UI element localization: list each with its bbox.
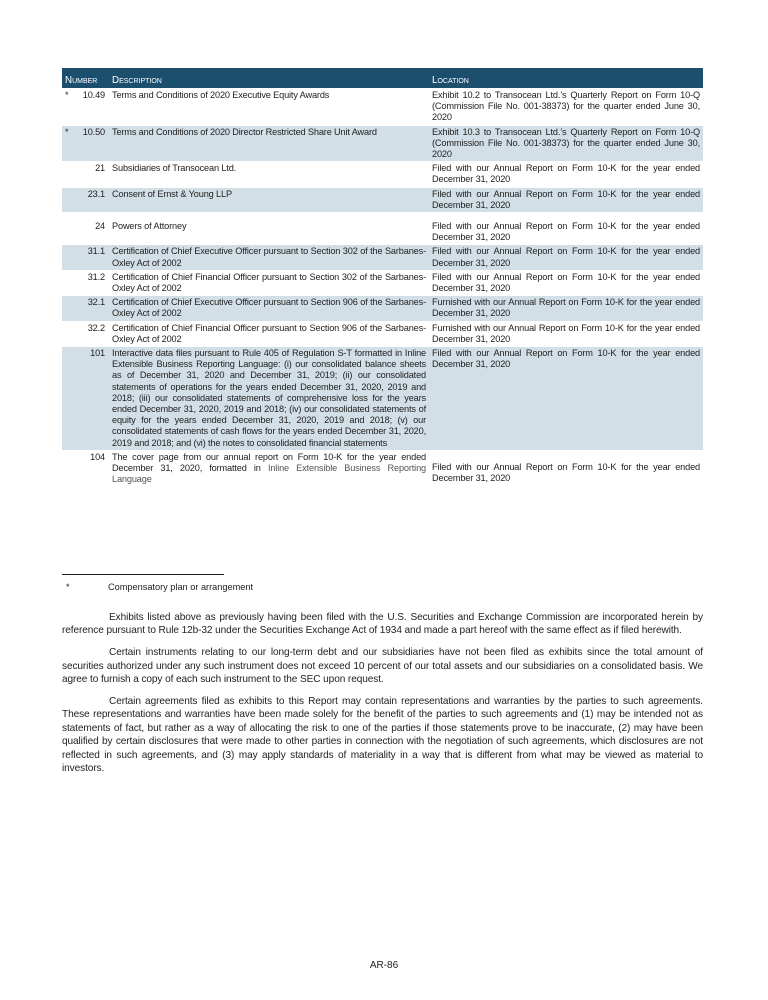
exhibit-location: Filed with our Annual Report on Form 10-K for the year ended December 31, 2020 [429, 187, 703, 212]
exhibit-description: Interactive data files pursuant to Rule 405 of Regulation S-T formatted in Inline Extensible Business Reporting Language: (i) our consolidated balance sheets as of December 31, 2020 and December 31, 2019; (ii) our consolidated statements of operations for the years ended December 31, 2020, 2019 and 2018; (iii) our consolidated statements of comprehensive loss for the years ended December 31, 2020, 2019 and 2018; (iv) our consolidated statements of equity for the years ended December 31, 2020, 2019 and 2018; (v) our consolidated statements of cash flows for the years ended December 31, 2020, 2019 and 2018; and (vi) the notes to consolidated financial statements [109, 347, 429, 451]
footnote-text: Compensatory plan or arrangement [108, 582, 254, 592]
table-row [62, 270, 703, 295]
footnote-marker: * [66, 582, 70, 592]
table-row [62, 125, 703, 162]
exhibit-description: Terms and Conditions of 2020 Director Restricted Share Unit Award [109, 125, 429, 162]
header-description: Description [109, 68, 429, 89]
exhibit-location: Exhibit 10.3 to Transocean Ltd.’s Quarterly Report on Form 10-Q (Commission File No. 001-38373) for the quarter ended June 30, 2020 [429, 125, 703, 162]
exhibit-description: Certification of Chief Executive Officer pursuant to Section 906 of the Sarbanes-Oxley Act of 2002 [109, 296, 429, 321]
exhibit-location: Filed with our Annual Report on Form 10-K for the year ended December 31, 2020 [429, 245, 703, 270]
exhibit-number: 31.1 [62, 245, 109, 270]
footnote-divider [62, 574, 224, 575]
exhibit-number: 32.1 [62, 296, 109, 321]
paragraph-incorporation: Exhibits listed above as previously having been filed with the U.S. Securities and Exchange Commission are incorporated herein by reference pursuant to Rule 12b-32 under the Securities Exchange Act of 1934 and made a part hereof with the same effect as if filed herewith. [62, 612, 703, 637]
table-row [62, 296, 703, 321]
exhibit-description: Powers of Attorney [109, 213, 429, 245]
exhibit-number: 32.2 [62, 321, 109, 346]
exhibit-location: Furnished with our Annual Report on Form 10-K for the year ended December 31, 2020 [429, 296, 703, 321]
exhibit-location: Exhibit 10.2 to Transocean Ltd.’s Quarterly Report on Form 10-Q (Commission File No. 001-38373) for the quarter ended June 30, 2020 [429, 89, 703, 126]
exhibit-number: * 10.50 [62, 125, 109, 162]
table-row [62, 245, 703, 270]
exhibit-description: Terms and Conditions of 2020 Executive Equity Awards [109, 89, 429, 126]
paragraph-agreements: Certain agreements filed as exhibits to this Report may contain representations and warranties by the parties to such agreements. These representations and warranties have been made solely for the benefit of the parties to such agreements and (1) may be intended not as statements of fact, but rather as a way of allocating the risk to one of the parties if those statements prove to be inaccurate, (2) may have been qualified by certain disclosures that were made to other parties in connection with the negotiation of such agreements, which disclosures are not reflected in such agreements, and (3) may apply standards of materiality in a way that is different from what may be viewed as material to investors. [62, 696, 703, 775]
header-location: Location [429, 68, 703, 89]
table-row [62, 347, 703, 451]
exhibit-description: The cover page from our annual report on Form 10-K for the year ended December 31, 2020, formatted in Inline Extensible Business Reporting Language [109, 450, 429, 486]
exhibit-location: Filed with our Annual Report on Form 10-K for the year ended December 31, 2020 [429, 450, 703, 486]
exhibit-number: * 10.49 [62, 89, 109, 126]
exhibit-location: Filed with our Annual Report on Form 10-K for the year ended December 31, 2020 [429, 213, 703, 245]
table-row [62, 162, 703, 187]
table-row [62, 89, 703, 126]
exhibit-description: Subsidiaries of Transocean Ltd. [109, 162, 429, 187]
table-row [62, 213, 703, 245]
exhibit-description: Certification of Chief Executive Officer pursuant to Section 302 of the Sarbanes-Oxley Act of 2002 [109, 245, 429, 270]
exhibit-description: Certification of Chief Financial Officer pursuant to Section 302 of the Sarbanes-Oxley Act of 2002 [109, 270, 429, 295]
ixbrl-link[interactable]: Inline Extensible Business Reporting Language [112, 463, 426, 485]
exhibit-location: Furnished with our Annual Report on Form 10-K for the year ended December 31, 2020 [429, 321, 703, 346]
exhibit-number: 23.1 [62, 187, 109, 212]
exhibit-number: 104 [62, 450, 109, 486]
body-text [62, 611, 703, 784]
exhibit-table [62, 68, 703, 487]
compensatory-marker: * [65, 90, 69, 100]
table-header-row [62, 68, 703, 89]
exhibit-number: 101 [62, 347, 109, 451]
table-row [62, 321, 703, 346]
page-number: AR-86 [369, 960, 399, 971]
exhibit-description: Consent of Ernst & Young LLP [109, 187, 429, 212]
exhibit-description: Certification of Chief Financial Officer pursuant to Section 906 of the Sarbanes-Oxley Act of 2002 [109, 321, 429, 346]
exhibit-number: 31.2 [62, 270, 109, 295]
compensatory-marker: * [65, 126, 69, 137]
exhibit-number: 24 [62, 213, 109, 245]
exhibit-location: Filed with our Annual Report on Form 10-K for the year ended December 31, 2020 [429, 270, 703, 295]
exhibit-number: 21 [62, 162, 109, 187]
paragraph-instruments: Certain instruments relating to our long-term debt and our subsidiaries have not been filed as exhibits since the total amount of securities authorized under any such instrument does not exceed 10 percent of our total assets and our subsidiaries on a consolidated basis. We agree to furnish a copy of each such instrument to the SEC upon request. [62, 647, 703, 686]
exhibit-location: Filed with our Annual Report on Form 10-K for the year ended December 31, 2020 [429, 347, 703, 451]
exhibit-location: Filed with our Annual Report on Form 10-K for the year ended December 31, 2020 [429, 162, 703, 187]
table-row [62, 187, 703, 212]
table-row [62, 450, 703, 486]
header-number: Number [62, 68, 109, 89]
